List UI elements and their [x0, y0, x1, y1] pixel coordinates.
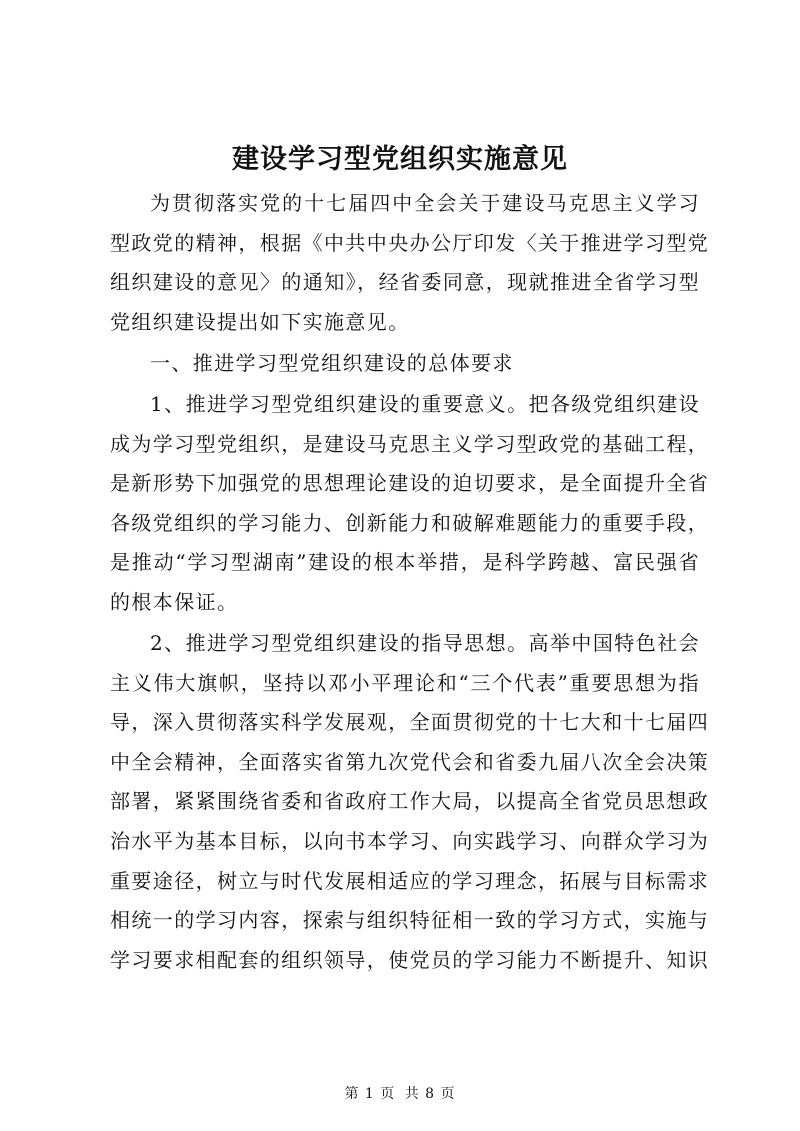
- text-line: 一、推进学习型党组织建设的总体要求: [150, 350, 514, 375]
- text-line: 型政党的精神，根据《中共中央办公厅印发〈关于推进学习型党: [110, 230, 710, 255]
- page-footer: [0, 1083, 800, 1103]
- text-line: 成为学习型党组织，是建设马克思主义学习型政党的基础工程，: [110, 431, 710, 456]
- text-line: 党组织建设提出如下实施意见。: [110, 309, 410, 334]
- paragraph-intro: [110, 184, 710, 342]
- text-line: 治水平为基本目标，以向书本学习、向实践学习、向群众学习为: [110, 829, 710, 853]
- text-line: 1、推进学习型党组织建设的重要意义。把各级党组织建设: [150, 391, 700, 416]
- text-line: 主义伟大旗帜，坚持以邓小平理论和“三个代表”重要思想为指: [110, 670, 700, 695]
- text-line: 为贯彻落实党的十七届四中全会关于建设马克思主义学习: [150, 191, 700, 215]
- text-line: 各级党组织的学习能力、创新能力和破解难题能力的重要手段，: [110, 510, 710, 535]
- text-line: 学习要求相配套的组织领导，使党员的学习能力不断提升、知识: [110, 947, 710, 972]
- text-line: 的根本保证。: [110, 589, 239, 614]
- page-number: 第 1 页: [344, 1086, 396, 1102]
- section-heading: [110, 344, 700, 384]
- text-line: 2、推进学习型党组织建设的指导思想。高举中国特色社会: [150, 631, 700, 656]
- text-line: 是新形势下加强党的思想理论建设的迫切要求，是全面提升全省: [110, 471, 710, 496]
- text-line: 组织建设的意见〉的通知》，经省委同意，现就推进全省学习型: [110, 270, 700, 295]
- text-line: 导，深入贯彻落实科学发展观，全面贯彻党的十七大和十七届四: [110, 710, 710, 735]
- text-line: 相统一的学习内容，探索与组织特征相一致的学习方式，实施与: [110, 908, 710, 933]
- document-title: 建设学习型党组织实施意见: [232, 144, 568, 175]
- page-total: 共 8 页: [404, 1086, 456, 1102]
- paragraph-significance: [110, 385, 710, 623]
- text-line: 重要途径，树立与时代发展相适应的学习理念，拓展与目标需求: [110, 868, 710, 893]
- paragraph-guiding-thought: [110, 624, 710, 980]
- text-line: 是推动“学习型湖南”建设的根本举措，是科学跨越、富民强省: [110, 550, 700, 575]
- text-line: 部署，紧紧围绕省委和省政府工作大局，以提高全省党员思想政: [110, 789, 710, 814]
- document-body: [110, 184, 710, 980]
- text-line: 中全会精神，全面落实省第九次党代会和省委九届八次全会决策: [110, 749, 710, 774]
